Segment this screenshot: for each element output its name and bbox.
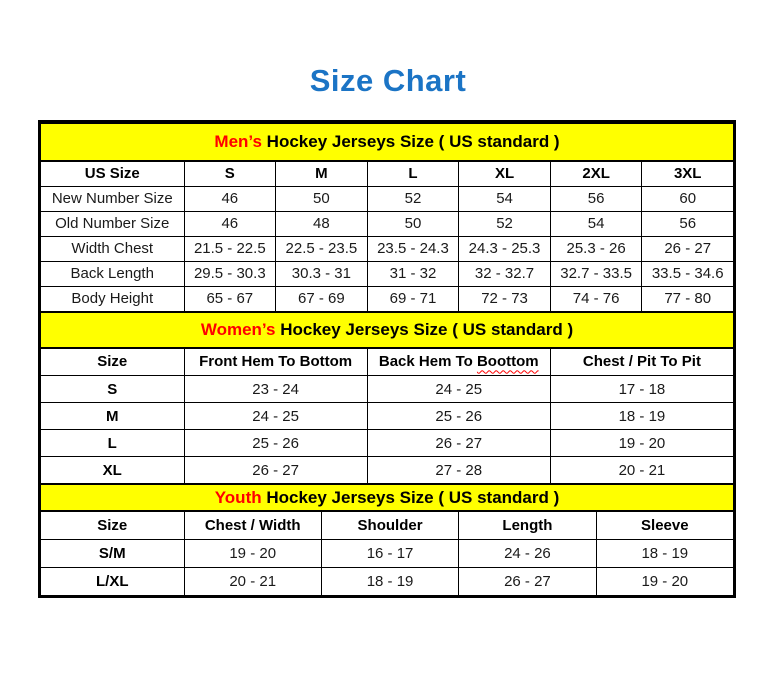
table-cell: 46 [184,211,276,236]
row-header-cell: S [41,376,185,403]
row-header-cell: Old Number Size [41,211,185,236]
table-cell: 25 - 26 [184,430,367,457]
misspelled-word: Boottom [476,353,539,371]
row-header-cell: New Number Size [41,186,185,211]
table-cell: 56 [550,186,642,211]
table-cell: 20 - 21 [184,567,321,595]
section-title-highlight: Women’s [200,319,276,339]
column-header-cell: Size [41,511,185,539]
table-cell: 54 [459,186,551,211]
table-cell: 19 - 20 [596,567,733,595]
row-header-cell: Back Length [41,261,185,286]
table-cell: 25.3 - 26 [550,236,642,261]
table-cell: 27 - 28 [367,457,550,484]
table-row [41,430,734,457]
table-cell: 52 [367,186,459,211]
table-cell: 22.5 - 23.5 [276,236,368,261]
section-header-row [41,484,734,511]
table-row [41,403,734,430]
table-cell: 26 - 27 [459,567,596,595]
column-header-cell: L [367,161,459,186]
column-header-row [41,161,734,186]
size-chart [38,120,736,598]
column-header-cell: S [184,161,276,186]
table-cell: 29.5 - 30.3 [184,261,276,286]
section-title-highlight: Youth [214,487,262,507]
column-header-cell: US Size [41,161,185,186]
table-cell: 54 [550,211,642,236]
table-row [41,457,734,484]
table-cell: 19 - 20 [184,539,321,567]
column-header-cell: M [276,161,368,186]
table-cell: 69 - 71 [367,286,459,311]
table-cell: 32 - 32.7 [459,261,551,286]
column-header-row [41,348,734,376]
column-header-cell: Chest / Width [184,511,321,539]
table-cell: 24 - 26 [459,539,596,567]
table-cell: 50 [276,186,368,211]
row-header-cell: Width Chest [41,236,185,261]
table-cell: 52 [459,211,551,236]
row-header-cell: Body Height [41,286,185,311]
mens-size-table [40,122,734,312]
table-cell: 17 - 18 [550,376,733,403]
table-cell: 60 [642,186,734,211]
table-cell: 18 - 19 [321,567,458,595]
womens-size-table [40,311,734,485]
mens-section-title [41,123,734,161]
column-header-cell: Chest / Pit To Pit [550,348,733,376]
column-header-cell: Front Hem To Bottom [184,348,367,376]
column-header-text: Back Hem To [378,353,477,371]
row-header-cell: XL [41,457,185,484]
table-cell: 46 [184,186,276,211]
table-cell: 24 - 25 [367,376,550,403]
table-cell: 65 - 67 [184,286,276,311]
table-row [41,539,734,567]
table-cell: 74 - 76 [550,286,642,311]
table-cell: 67 - 69 [276,286,368,311]
table-cell: 18 - 19 [596,539,733,567]
section-title-highlight: Men’s [214,132,262,151]
table-cell: 50 [367,211,459,236]
table-cell: 33.5 - 34.6 [642,261,734,286]
table-cell: 19 - 20 [550,430,733,457]
section-title-text: Hockey Jerseys Size ( US standard ) [275,319,574,339]
table-cell: 23.5 - 24.3 [367,236,459,261]
table-cell: 24 - 25 [184,403,367,430]
table-cell: 77 - 80 [642,286,734,311]
table-cell: 25 - 26 [367,403,550,430]
table-row [41,567,734,595]
table-cell: 48 [276,211,368,236]
table-cell: 72 - 73 [459,286,551,311]
youth-section-title [41,484,734,511]
page-title: Size Chart [309,63,467,98]
table-cell: 32.7 - 33.5 [550,261,642,286]
table-row [41,261,734,286]
table-cell: 26 - 27 [184,457,367,484]
table-cell: 24.3 - 25.3 [459,236,551,261]
table-row [41,186,734,211]
table-cell: 21.5 - 22.5 [184,236,276,261]
column-header-cell: Length [459,511,596,539]
column-header-cell: Shoulder [321,511,458,539]
table-row [41,211,734,236]
row-header-cell: S/M [41,539,185,567]
table-row [41,376,734,403]
column-header-cell: 3XL [642,161,734,186]
table-cell: 16 - 17 [321,539,458,567]
section-header-row [41,312,734,348]
row-header-cell: L/XL [41,567,185,595]
column-header-cell: XL [459,161,551,186]
table-row [41,286,734,311]
youth-size-table [40,483,734,596]
womens-section-title [41,312,734,348]
table-cell: 30.3 - 31 [276,261,368,286]
table-cell: 31 - 32 [367,261,459,286]
table-row [41,236,734,261]
table-cell: 20 - 21 [550,457,733,484]
column-header-cell: 2XL [550,161,642,186]
table-cell: 26 - 27 [367,430,550,457]
section-title-text: Hockey Jerseys Size ( US standard ) [261,132,560,151]
section-title-text: Hockey Jerseys Size ( US standard ) [261,487,560,507]
row-header-cell: L [41,430,185,457]
section-header-row [41,123,734,161]
column-header-cell [367,348,550,376]
table-cell: 18 - 19 [550,403,733,430]
column-header-row [41,511,734,539]
table-cell: 56 [642,211,734,236]
column-header-cell: Size [41,348,185,376]
row-header-cell: M [41,403,185,430]
table-cell: 26 - 27 [642,236,734,261]
table-cell: 23 - 24 [184,376,367,403]
column-header-cell: Sleeve [596,511,733,539]
